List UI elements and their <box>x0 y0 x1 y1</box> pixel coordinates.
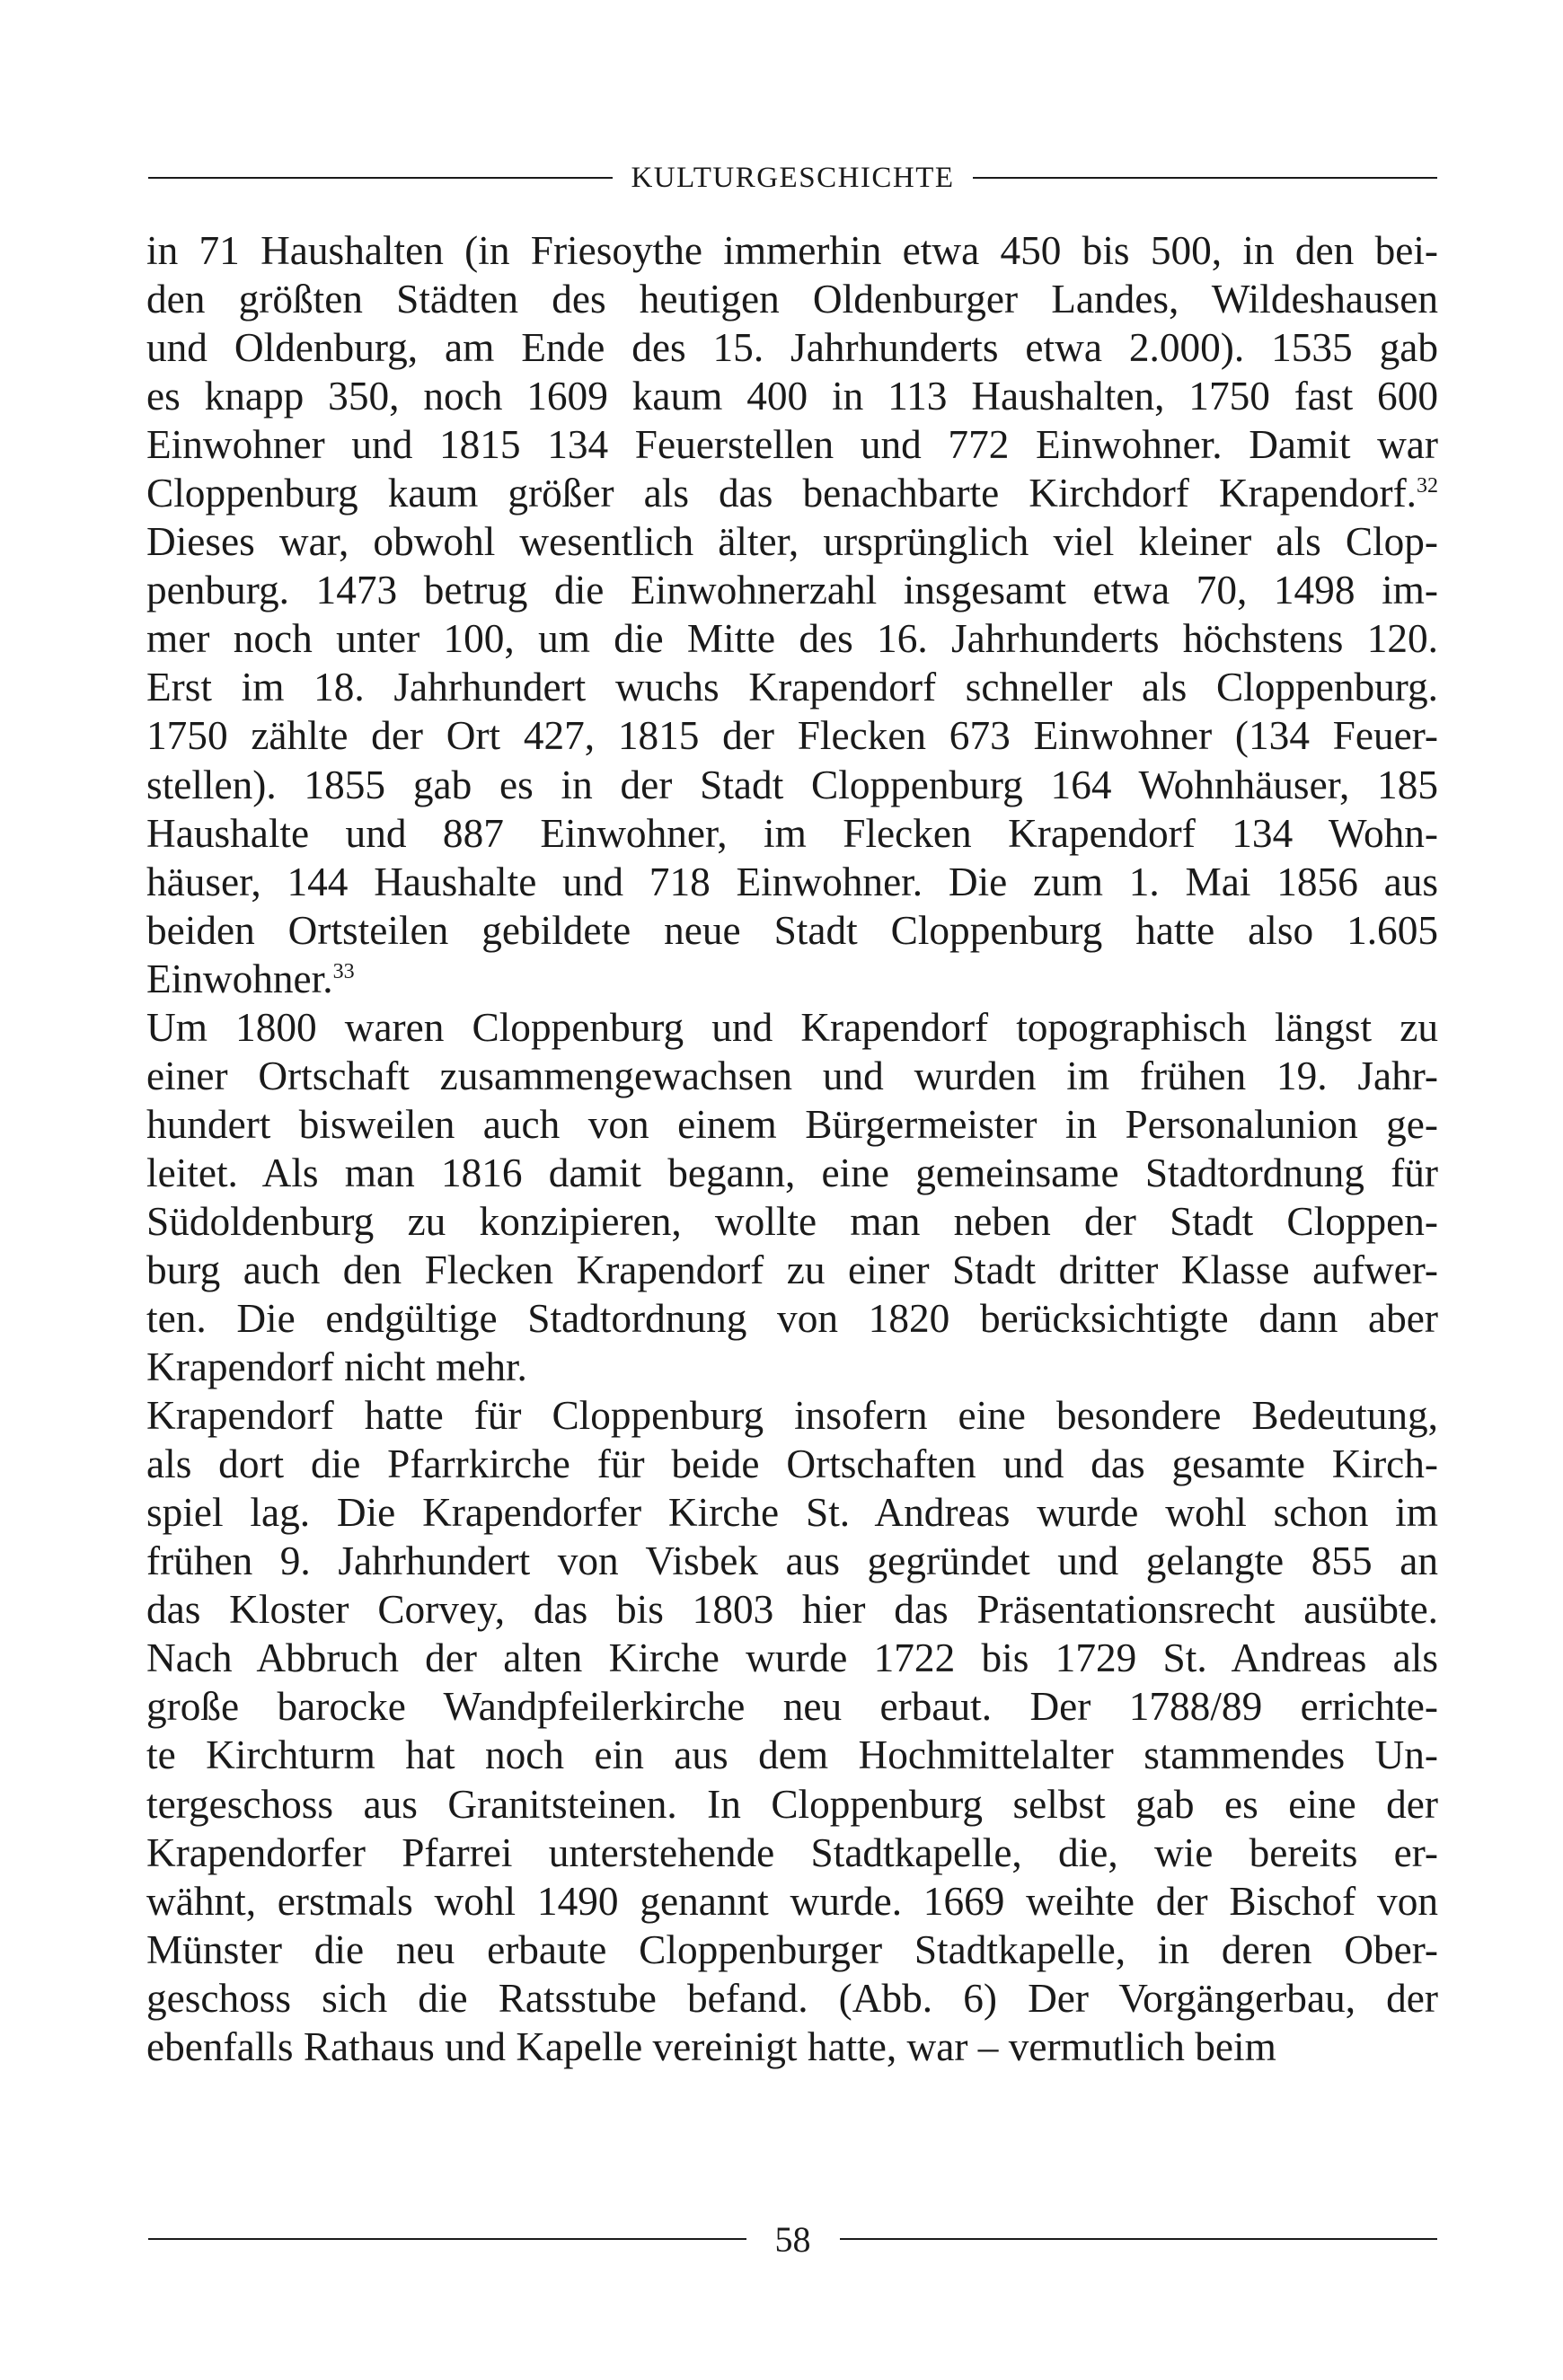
text-line <box>146 1488 1438 1537</box>
text-line <box>146 1391 1438 1440</box>
text-line <box>146 1877 1438 1926</box>
text-line <box>146 2023 1438 2071</box>
page-number: 58 <box>774 2218 811 2260</box>
line-text: tergeschoss aus Granitsteinen. In Cloppenburg selbst gab es eine der <box>146 1781 1438 1827</box>
text-line <box>146 761 1438 809</box>
line-text: Nach Abbruch der alten Kirche wurde 1722 bis 1729 St. Andreas als <box>146 1635 1438 1681</box>
paragraph <box>146 1003 1438 1391</box>
text-line <box>146 663 1438 711</box>
text-line <box>146 372 1438 420</box>
text-line <box>146 566 1438 614</box>
line-text: hundert bisweilen auch von einem Bürgermeister in Personalunion ge- <box>146 1101 1438 1147</box>
text-line <box>146 517 1438 566</box>
text-line <box>146 1974 1438 2023</box>
text-line <box>146 1634 1438 1682</box>
text-line <box>146 1731 1438 1779</box>
line-text: frühen 9. Jahrhundert von Visbek aus gegründet und gelangte 855 an <box>146 1538 1438 1584</box>
text-line <box>146 614 1438 663</box>
line-text: ebenfalls Rathaus und Kapelle vereinigt hatte, war – vermutlich beim <box>146 2023 1276 2069</box>
line-text: das Kloster Corvey, das bis 1803 hier das Präsentationsrecht ausübte. <box>146 1587 1438 1633</box>
line-text: Krapendorf nicht mehr. <box>146 1344 527 1390</box>
line-text: Einwohner. <box>146 956 333 1001</box>
line-text: Krapendorfer Pfarrei unterstehende Stadtkapelle, die, wie bereits er- <box>146 1829 1438 1875</box>
line-text: spiel lag. Die Krapendorfer Kirche St. Andreas wurde wohl schon im <box>146 1490 1438 1536</box>
line-text: und Oldenburg, am Ende des 15. Jahrhunderts etwa 2.000). 1535 gab <box>146 325 1438 371</box>
text-line <box>146 1585 1438 1634</box>
page-footer <box>148 2214 1437 2264</box>
text-line <box>146 275 1438 323</box>
line-text: Erst im 18. Jahrhundert wuchs Krapendorf schneller als Cloppenburg. <box>146 665 1438 710</box>
header-rule-left <box>148 177 613 179</box>
line-text: Um 1800 waren Cloppenburg und Krapendorf topographisch längst zu <box>146 1004 1438 1050</box>
line-text: burg auch den Flecken Krapendorf zu einer Stadt dritter Klasse aufwer- <box>146 1247 1438 1292</box>
line-text: einer Ortschaft zusammengewachsen und wurden im frühen 19. Jahr- <box>146 1053 1438 1098</box>
line-text: te Kirchturm hat noch ein aus dem Hochmittelalter stammendes Un- <box>146 1732 1438 1778</box>
text-line <box>146 1829 1438 1877</box>
line-text: mer noch unter 100, um die Mitte des 16. Jahrhunderts höchstens 120. <box>146 616 1438 662</box>
line-text: in 71 Haushalten (in Friesoythe immerhin etwa 450 bis 500, in den bei- <box>146 228 1438 273</box>
paragraph <box>146 226 1438 1003</box>
text-line <box>146 955 1438 1003</box>
line-text: es knapp 350, noch 1609 kaum 400 in 113 Haushalten, 1750 fast 600 <box>146 374 1438 419</box>
text-line <box>146 226 1438 275</box>
text-line <box>146 809 1438 858</box>
line-text: ten. Die endgültige Stadtordnung von 1820 berücksichtigte dann aber <box>146 1296 1438 1342</box>
text-line <box>146 1682 1438 1731</box>
footnote-marker: 33 <box>332 959 355 983</box>
line-text: wähnt, erstmals wohl 1490 genannt wurde. 1669 weihte der Bischof von <box>146 1878 1438 1924</box>
running-header <box>148 151 1437 205</box>
line-text: Dieses war, obwohl wesentlich älter, ursprünglich viel kleiner als Clop- <box>146 519 1438 565</box>
text-line <box>146 323 1438 372</box>
footer-rule-left <box>148 2238 746 2240</box>
line-text: beiden Ortsteilen gebildete neue Stadt Cloppenburg hatte also 1.605 <box>146 907 1438 953</box>
text-line <box>146 858 1438 906</box>
text-line <box>146 1197 1438 1246</box>
line-text: 1750 zählte der Ort 427, 1815 der Flecken 673 Einwohner (134 Feuer- <box>146 713 1438 759</box>
line-text: Krapendorf hatte für Cloppenburg insofern eine besondere Bedeutung, <box>146 1393 1438 1439</box>
text-line <box>146 906 1438 955</box>
line-text: stellen). 1855 gab es in der Stadt Cloppenburg 164 Wohnhäuser, 185 <box>146 762 1438 807</box>
text-line <box>146 469 1438 517</box>
text-line <box>146 1246 1438 1294</box>
footer-rule-right <box>840 2238 1438 2240</box>
line-text: leitet. Als man 1816 damit begann, eine gemeinsame Stadtordnung für <box>146 1150 1438 1195</box>
line-text: geschoss sich die Ratsstube befand. (Abb. 6) Der Vorgängerbau, der <box>146 1975 1438 2021</box>
line-text: penburg. 1473 betrug die Einwohnerzahl insgesamt etwa 70, 1498 im- <box>146 568 1438 613</box>
text-line <box>146 1149 1438 1197</box>
line-text: Südoldenburg zu konzipieren, wollte man neben der Stadt Cloppen- <box>146 1198 1438 1244</box>
line-text: Einwohner und 1815 134 Feuerstellen und 772 Einwohner. Damit war <box>146 422 1438 468</box>
line-text: häuser, 144 Haushalte und 718 Einwohner. Die zum 1. Mai 1856 aus <box>146 859 1438 904</box>
text-line <box>146 1780 1438 1829</box>
text-line <box>146 1440 1438 1488</box>
text-line <box>146 1294 1438 1343</box>
line-text: große barocke Wandpfeilerkirche neu erbaut. Der 1788/89 errichte- <box>146 1684 1438 1730</box>
text-line <box>146 1537 1438 1585</box>
text-line <box>146 711 1438 760</box>
text-line <box>146 1003 1438 1052</box>
text-line <box>146 420 1438 469</box>
body-text <box>146 226 1438 2071</box>
running-title: KULTURGESCHICHTE <box>631 161 955 194</box>
header-rule-right <box>973 177 1437 179</box>
line-text: Cloppenburg kaum größer als das benachbarte Kirchdorf Krapendorf. <box>146 471 1417 516</box>
line-text: den größten Städten des heutigen Oldenburger Landes, Wildeshausen <box>146 277 1438 322</box>
text-line <box>146 1343 1438 1391</box>
line-text: Haushalte und 887 Einwohner, im Flecken Krapendorf 134 Wohn- <box>146 810 1438 856</box>
paragraph <box>146 1391 1438 2071</box>
line-text: als dort die Pfarrkirche für beide Ortschaften und das gesamte Kirch- <box>146 1441 1438 1487</box>
text-line <box>146 1052 1438 1100</box>
text-line <box>146 1926 1438 1974</box>
footnote-marker: 32 <box>1417 474 1438 498</box>
text-line <box>146 1100 1438 1149</box>
line-text: Münster die neu erbaute Cloppenburger Stadtkapelle, in deren Ober- <box>146 1926 1438 1972</box>
